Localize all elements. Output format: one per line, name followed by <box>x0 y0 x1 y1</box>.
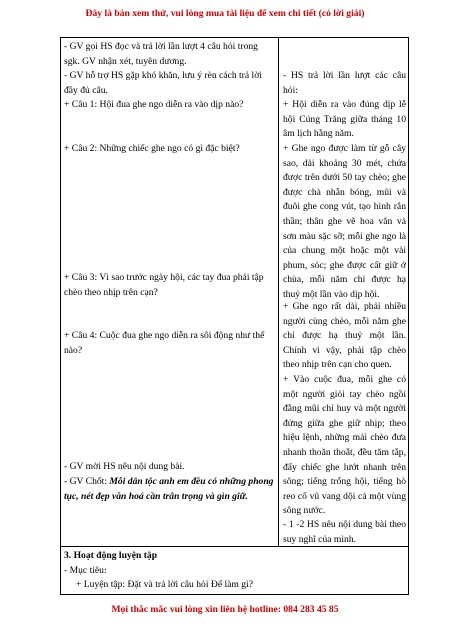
teacher-instruction-3: - GV mời HS nêu nội dung bài. <box>64 461 185 472</box>
answer-4: + Vào cuộc đua, mỗi ghe có một người giỏi tay chèo ngồi đằng mũi chỉ huy và một người đứng giữa ghe giữ nhịp; theo hiệu lệnh, những mái chèo đưa nhanh thoăn thoắt, đều tăm tắp, đẩy chiếc ghe lướt nhanh trên sông; tiếng trống hội, tiếng hò reo cổ vũ vang dội cả một vùng sông nước. <box>283 374 406 517</box>
teacher-instruction-2: - GV hỗ trợ HS gặp khó khăn, lưu ý rèn cách trả lời đầy đủ câu. <box>64 70 262 96</box>
section-title: 3. Hoạt động luyện tập <box>64 550 158 561</box>
conclusion-label: - GV Chốt: <box>64 476 110 487</box>
conclusion-text: Mỗi dân tộc anh em đều có những phong tục, nét đẹp văn hoá cần trân trọng và gìn giữ. <box>64 476 274 502</box>
answer-2: + Ghe ngo được làm từ gỗ cây sao, dài khoảng 30 mét, chứa được trên dưới 50 tay chèo; ghe được chà nhẵn bóng, mũi và đuôi ghe cong vút, tạo hình rắn thần; thân ghe vẽ hoa văn và sơn màu sặc sỡ; mỗi ghe ngo là của chung một hoặc một vài phum, sóc; ghe được cất giữ ở chùa, mỗi năm chỉ được hạ thuỷ một lần vào dịp hội. <box>283 143 406 300</box>
hotline-notice: Mọi thắc mắc vui lòng xin liên hệ hotline: 084 283 45 85 <box>111 604 339 615</box>
preview-notice: Đây là bản xem thử, vui lòng mua tài liệu để xem chi tiết (có lời giải) <box>85 8 365 19</box>
question-2: + Câu 2: Những chiếc ghe ngo có gì đặc biệt? <box>64 143 240 154</box>
lesson-table <box>60 37 409 595</box>
question-4: + Câu 4: Cuộc đua ghe ngo diễn ra sôi động như thế nào? <box>64 330 265 356</box>
answer-5: - 1 -2 HS nêu nội dung bài theo suy nghĩ của mình. <box>283 519 406 545</box>
answer-3: + Ghe ngo rất dài, phải nhiều người cùng chèo, mỗi năm ghe chỉ được hạ thuỷ một lần. Chính vì vậy, phải tập chèo theo nhịp trên cạn cho quen. <box>283 301 406 371</box>
student-answers-intro: - HS trả lời lần lượt các câu hỏi: <box>283 70 406 96</box>
column-divider <box>278 38 279 546</box>
objective-item: + Luyện tập: Đặt và trả lời câu hỏi Để làm gì? <box>76 579 253 590</box>
answer-1: + Hội diễn ra vào đúng dịp lễ hội Cúng Trăng giữa tháng 10 âm lịch hằng năm. <box>283 99 406 140</box>
question-3: + Câu 3: Vì sao trước ngày hội, các tay đua phải tập chèo theo nhịp trên cạn? <box>64 272 264 298</box>
teacher-conclusion <box>64 475 274 504</box>
question-1: + Câu 1: Hội đua ghe ngo diễn ra vào dịp nào? <box>64 99 244 110</box>
teacher-instruction-1: - GV gọi HS đọc và trả lời lần lượt 4 câu hỏi trong sgk. GV nhận xét, tuyên dương. <box>64 41 258 67</box>
objective-label: - Mục tiêu: <box>64 565 107 576</box>
